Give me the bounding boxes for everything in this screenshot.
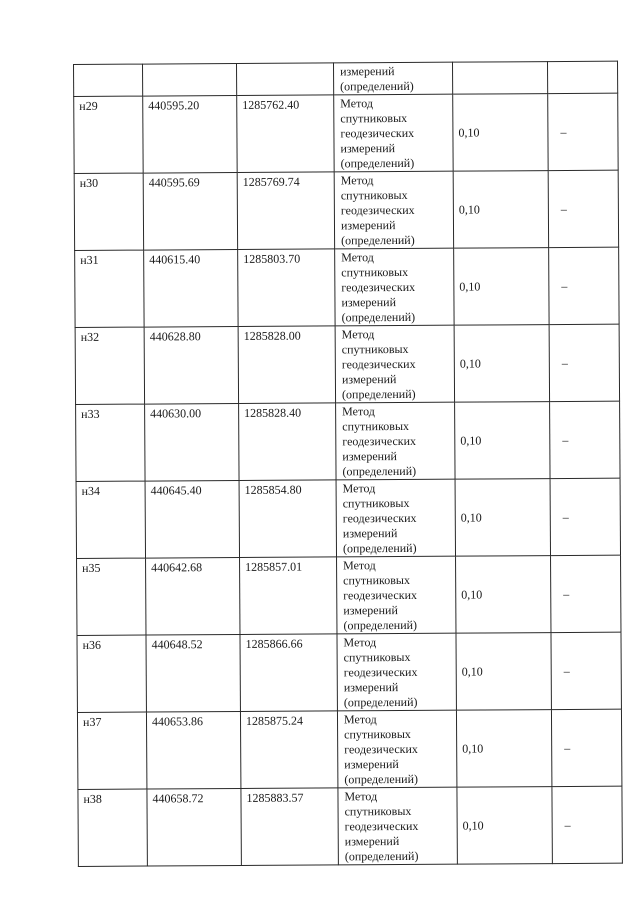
x-coordinate-cell: 440648.52 (146, 634, 240, 712)
accuracy-cell: 0,10 (454, 325, 549, 403)
method-line: измерений (340, 64, 395, 79)
method-line: спутниковых (344, 803, 412, 819)
x-coordinate-cell: 440653.86 (146, 711, 240, 789)
y-coordinate-cell: 1285828.40 (239, 403, 336, 481)
method-line: спутниковых (343, 649, 411, 665)
accuracy-cell: 0,10 (456, 556, 551, 634)
x-coordinate-cell: 440642.68 (146, 557, 240, 635)
point-cell: н31 (75, 250, 144, 327)
method-line: Метод (342, 481, 376, 496)
method-line: (определений) (342, 540, 417, 556)
method-line: Метод (341, 250, 374, 265)
method-cell (334, 94, 453, 172)
y-coordinate-cell (237, 63, 334, 96)
method-line: Метод (343, 635, 377, 650)
method-line: спутниковых (341, 341, 409, 357)
coordinates-table (73, 61, 623, 867)
point-cell: н34 (76, 481, 145, 558)
y-coordinate-cell: 1285769.74 (237, 172, 334, 250)
note-cell: – (548, 170, 618, 247)
method-line: геодезических (341, 279, 416, 295)
method-line: геодезических (341, 356, 416, 372)
table-row (74, 93, 618, 173)
method-cell (335, 325, 454, 403)
method-line: измерений (340, 141, 396, 156)
point-cell: н32 (75, 327, 144, 404)
table-row (77, 555, 621, 635)
accuracy-cell: 0,10 (454, 248, 549, 326)
y-coordinate-cell: 1285828.00 (238, 326, 335, 404)
method-line: спутниковых (342, 418, 410, 434)
method-line: измерений (343, 680, 399, 695)
method-line: геодезических (344, 741, 418, 757)
x-coordinate-cell: 440628.80 (144, 326, 238, 404)
method-line: Метод (343, 558, 376, 573)
point-cell: н30 (74, 173, 143, 250)
method-line: (определений) (341, 386, 416, 402)
y-coordinate-cell: 1285866.66 (240, 634, 337, 712)
point-cell (74, 64, 143, 96)
note-cell: – (548, 93, 618, 170)
method-line: измерений (344, 757, 399, 772)
point-cell: н38 (78, 789, 147, 866)
method-line: измерений (342, 449, 397, 464)
method-line: измерений (343, 603, 398, 618)
method-line: (определений) (343, 694, 418, 710)
y-coordinate-cell: 1285857.01 (240, 557, 337, 635)
method-line: (определений) (344, 848, 419, 864)
y-coordinate-cell: 1285762.40 (237, 95, 334, 173)
method-line: спутниковых (341, 264, 409, 280)
method-line: Метод (341, 327, 375, 342)
method-cell (337, 710, 456, 788)
method-line: (определений) (344, 771, 419, 787)
method-cell (334, 171, 453, 249)
method-line: Метод (344, 789, 378, 804)
note-cell: – (550, 478, 620, 555)
point-cell: н37 (77, 712, 146, 789)
y-coordinate-cell: 1285803.70 (238, 249, 335, 327)
table-row (78, 786, 622, 866)
note-cell: – (551, 632, 621, 709)
point-cell: н35 (77, 558, 146, 635)
table-row (75, 324, 619, 404)
accuracy-cell: 0,10 (453, 171, 548, 249)
note-cell: – (551, 555, 621, 632)
table-row (75, 247, 619, 327)
method-line: измерений (341, 372, 397, 387)
method-line: измерений (342, 526, 398, 541)
method-line: Метод (343, 712, 377, 727)
method-line: спутниковых (344, 726, 411, 742)
method-line: геодезических (340, 125, 415, 141)
note-cell: – (551, 709, 621, 786)
method-line: геодезических (344, 818, 419, 834)
accuracy-cell: 0,10 (456, 710, 551, 788)
note-cell: – (549, 324, 619, 401)
accuracy-cell: 0,10 (455, 402, 550, 480)
y-coordinate-cell: 1285883.57 (241, 788, 338, 866)
method-cell (336, 479, 455, 557)
method-cell (338, 787, 457, 865)
table-row (76, 401, 620, 481)
accuracy-cell (452, 62, 547, 95)
method-cell (337, 633, 456, 711)
method-line: (определений) (340, 78, 414, 94)
method-line: геодезических (340, 202, 415, 218)
table-row (77, 709, 621, 789)
y-coordinate-cell: 1285854.80 (239, 480, 336, 558)
method-line: геодезических (342, 510, 417, 526)
x-coordinate-cell: 440595.69 (143, 172, 237, 250)
method-line: (определений) (341, 232, 415, 248)
method-cell (336, 402, 455, 480)
method-line: спутниковых (340, 187, 408, 203)
method-cell (337, 556, 456, 634)
y-coordinate-cell: 1285875.24 (240, 711, 337, 789)
method-line: (определений) (340, 155, 415, 171)
x-coordinate-cell: 440645.40 (145, 480, 239, 558)
note-cell: – (552, 786, 622, 863)
method-line: спутниковых (342, 495, 410, 511)
table-row-continued (74, 61, 618, 96)
table-row (76, 478, 620, 558)
method-line: Метод (340, 96, 373, 111)
method-line: спутниковых (340, 110, 408, 126)
x-coordinate-cell: 440630.00 (145, 403, 239, 481)
method-line: измерений (341, 295, 397, 310)
method-line: геодезических (343, 664, 418, 680)
table-row (74, 170, 618, 250)
point-cell: н29 (74, 96, 143, 173)
method-line: измерений (340, 218, 396, 233)
accuracy-cell: 0,10 (455, 479, 550, 557)
method-line: геодезических (342, 433, 417, 449)
table-row (77, 632, 621, 712)
method-line: геодезических (343, 587, 418, 603)
method-line: (определений) (343, 617, 418, 633)
method-line: измерений (344, 834, 400, 849)
method-line: (определений) (342, 463, 417, 479)
method-cell (333, 62, 452, 95)
note-cell (547, 61, 617, 93)
accuracy-cell: 0,10 (457, 787, 552, 865)
x-coordinate-cell: 440658.72 (147, 788, 241, 866)
accuracy-cell: 0,10 (453, 94, 548, 172)
note-cell: – (550, 401, 620, 478)
method-cell (335, 248, 454, 326)
method-line: спутниковых (343, 572, 410, 588)
note-cell: – (549, 247, 619, 324)
point-cell: н36 (77, 635, 146, 712)
accuracy-cell: 0,10 (456, 633, 551, 711)
method-line: Метод (342, 404, 375, 419)
method-line: Метод (340, 173, 374, 188)
point-cell: н33 (76, 404, 145, 481)
x-coordinate-cell: 440595.20 (143, 96, 237, 174)
method-line: (определений) (341, 309, 416, 325)
x-coordinate-cell: 440615.40 (144, 249, 238, 327)
x-coordinate-cell (143, 64, 237, 97)
